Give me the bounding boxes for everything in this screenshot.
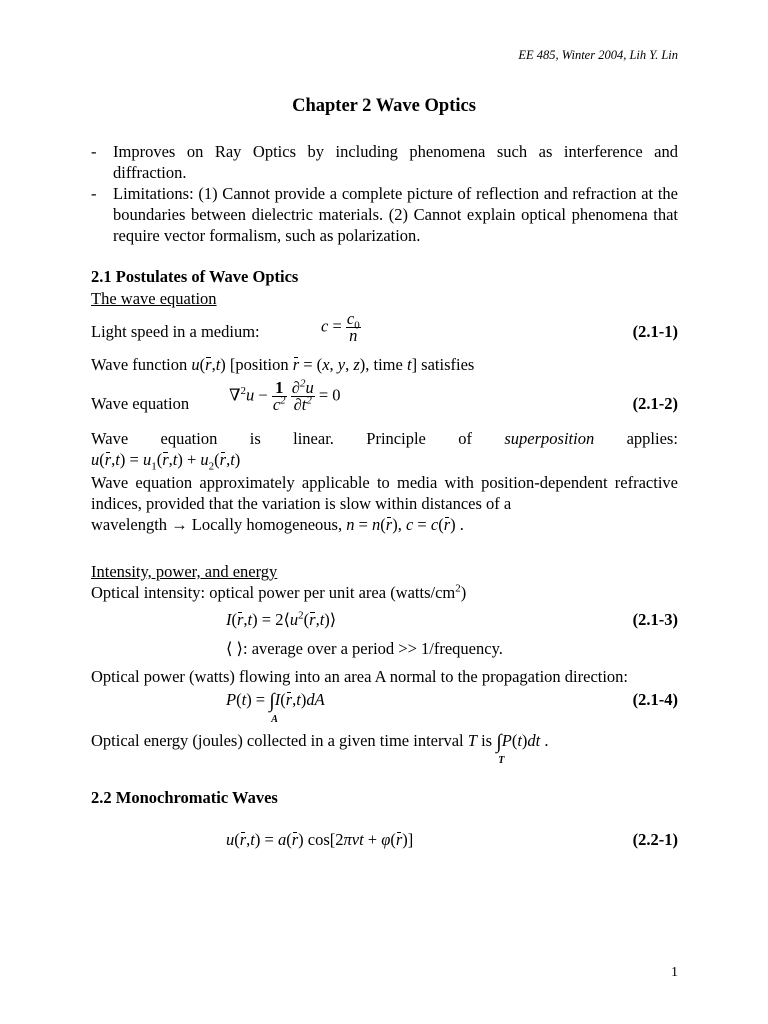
bullet-item [91, 183, 678, 246]
bullet-text: Limitations: (1) Cannot provide a complete picture of reflection and refraction at the boundaries between dielectric materials. (2) Cannot explain optical phenomena that require vector formalism, such as polarization. [113, 184, 678, 245]
light-speed-label: Light speed in a medium: [91, 322, 260, 341]
word: of [458, 429, 472, 448]
wave-equation-row [91, 377, 678, 414]
bullet-text: Improves on Ray Optics by including phenomena such as interference and diffraction. [113, 142, 678, 182]
wave-function-row: Wave function u(r,t) [position r = (x, y, z), time t] satisfies [91, 355, 475, 374]
light-speed-row [91, 309, 678, 345]
average-text: : average over a period >> 1/frequency. [243, 639, 503, 658]
locally-homogeneous-row: wavelength → Locally homogeneous, n = n(r), c = c(r) . [91, 515, 464, 534]
equation-number: (2.1-2) [632, 394, 678, 413]
bullet-dash: - [91, 142, 97, 161]
light-speed-formula: c = $\frac{c_0}{n}$ [321, 309, 360, 345]
chapter-title: Chapter 2 Wave Optics [292, 96, 476, 116]
word: equation [160, 429, 218, 448]
energy-is: is [481, 731, 493, 750]
word: Wave [91, 429, 129, 448]
wave-equation-label: Wave equation [91, 394, 190, 413]
optical-intensity-row: Optical intensity: optical power per unit area $(watts/cm^2)$ [91, 582, 467, 602]
equation-number: (2.2-1) [632, 830, 678, 849]
word: Principle [366, 429, 426, 448]
wave-function-label: Wave function [91, 355, 188, 374]
energy-text: Optical energy (joules) collected in a given time interval [91, 731, 464, 750]
position-label: [position [229, 355, 289, 374]
word: linear. [293, 429, 334, 448]
monochromatic-formula: u(r,t) = a(r) cos[2πνt + φ(r)] [226, 830, 414, 849]
wave-equation-formula: ∇$^2$u − $\frac{1}{c^2}$ $\frac{\partial^2u}{\partial t^2}$ = 0 [229, 377, 341, 414]
equation-number: (2.1-3) [632, 610, 678, 629]
approx-paragraph: Wave equation approximately applicable to media with position-dependent refractive indices, provided that the variation is slow within distances of a [91, 473, 678, 513]
section-heading-2-2: 2.2 Monochromatic Waves [91, 788, 278, 807]
bullet-dash: - [91, 184, 97, 203]
bullet-item [91, 141, 678, 183]
superposition-formula: $u(r,t) = u_1(r,t) + u_2(r,t)$ [91, 450, 241, 473]
word: is [249, 429, 261, 448]
optical-intensity-text: Optical intensity: optical power per unit area (watts/cm [91, 583, 456, 602]
locally-homogeneous-text: wavelength → Locally homogeneous, [91, 515, 343, 534]
running-header: EE 485, Winter 2004, Lih Y. Lin [518, 48, 678, 62]
paren: ) [460, 583, 467, 602]
time-label: , time [365, 355, 403, 374]
subheading-intensity: Intensity, power, and energy [91, 562, 278, 581]
section-heading-2-1: 2.1 Postulates of Wave Optics [91, 267, 299, 286]
word: applies: [626, 429, 678, 448]
satisfies-label: ] satisfies [411, 355, 475, 374]
average-row: ⟨ ⟩: average over a period >> 1/frequency. [226, 639, 503, 658]
page-number: 1 [671, 965, 678, 980]
superposition-term: superposition [504, 429, 595, 448]
equation-number: (2.1-4) [632, 690, 678, 709]
energy-row: Optical energy (joules) collected in a given time interval T is ∫ T P(t)dt . [91, 730, 549, 766]
equation-number: (2.1-1) [632, 322, 678, 341]
power-text: Optical power (watts) flowing into an area A normal to the propagation direction: [91, 667, 629, 686]
subheading-wave-equation: The wave equation [91, 289, 217, 308]
linear-statement [91, 428, 678, 449]
power-formula: P(t) = ∫ A I(r,t)dA [226, 689, 325, 725]
intensity-formula: $I(r,t) = 2⟨u^2(r,t)⟩$ [226, 609, 337, 629]
